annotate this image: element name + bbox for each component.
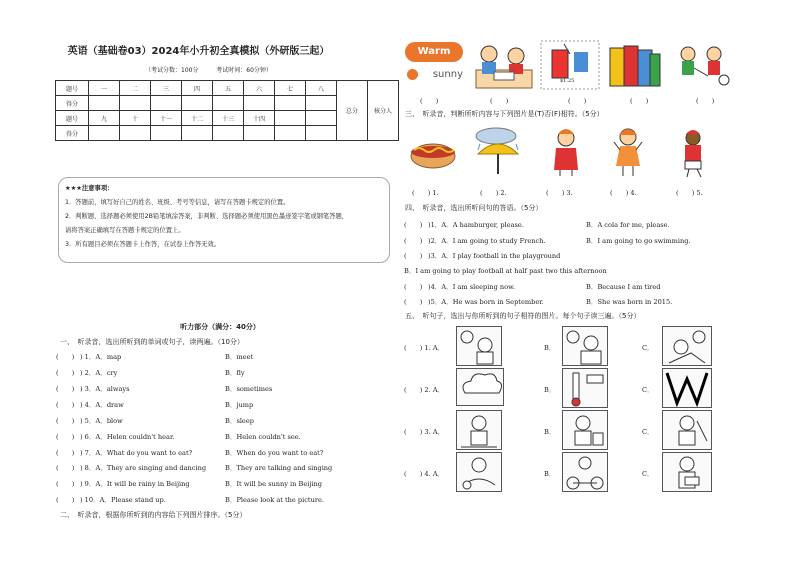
answer-blank[interactable]: ( )	[404, 221, 423, 229]
choice-c-label: C．	[642, 386, 654, 394]
option-b: B．Helen couldn't see.	[225, 433, 301, 441]
notice-box	[58, 177, 390, 263]
notice-heading: ★★★注意事项：	[65, 185, 114, 192]
blank-cell[interactable]	[120, 126, 151, 141]
score-table	[55, 80, 399, 141]
picture-option-b[interactable]	[562, 410, 608, 450]
section-5-heading: 五、 听句子，选出与你所听到的句子相符的图片。每个句子读三遍。（5分）	[405, 312, 641, 320]
picture-option-a[interactable]	[456, 452, 502, 492]
warm-badge: Warm	[405, 42, 463, 62]
answer-blank[interactable]: ( )	[56, 401, 75, 409]
blank-cell[interactable]	[306, 96, 337, 111]
exam-time-info: 考试时间：60分钟）	[216, 67, 272, 74]
total-cell: 总分	[337, 81, 368, 141]
picture-option-b[interactable]	[562, 368, 608, 408]
answer-blank[interactable]: ( )	[696, 97, 715, 105]
cell: 四	[182, 81, 213, 96]
picture-option-b[interactable]	[562, 326, 608, 366]
picture-option-c[interactable]	[662, 410, 712, 450]
tf-blank[interactable]: ( ) 3.	[546, 189, 573, 197]
blank-cell	[306, 126, 337, 141]
option-a: )3．A．I play football in the playground	[428, 252, 561, 260]
choice-b-label: B．	[544, 470, 556, 478]
cell: 十	[120, 111, 151, 126]
umbrella-rain-image	[470, 124, 526, 180]
option-b: B．sleep	[225, 417, 254, 425]
sunny-label: sunny	[432, 69, 463, 80]
answer-blank[interactable]: ( )	[404, 298, 423, 306]
cell: 得分	[56, 96, 89, 111]
blank-cell[interactable]	[89, 126, 120, 141]
tf-blank[interactable]: ( ) 4.	[610, 189, 637, 197]
option-a: ) 1．A．map	[80, 353, 122, 361]
blank-cell[interactable]	[244, 126, 275, 141]
choice-label[interactable]: ( ) 2. A．	[404, 386, 445, 394]
section-1-heading: 一、 听录音，选出所听到的单词或句子，读两遍。（10分）	[60, 338, 244, 346]
picture-option-c[interactable]	[662, 452, 712, 492]
choice-c-label: C．	[642, 344, 654, 352]
answer-blank[interactable]: ( )	[56, 353, 75, 361]
option-a: ) 10．A．Please stand up.	[80, 496, 166, 504]
exam-info	[145, 65, 272, 74]
cell: 十四	[244, 111, 275, 126]
option-a: ) 7．A．What do you want to eat?	[80, 449, 193, 457]
choice-label[interactable]: ( ) 4. A．	[404, 470, 445, 478]
choice-b-label: B．	[544, 344, 556, 352]
notice-item: 1．答题前，填写好自己的姓名、班级、考号等信息，请写在答题卡规定的位置。	[65, 199, 290, 206]
option-a: )2．A．I am going to study French.	[428, 237, 546, 245]
option-b: B．I am going to go swimming.	[586, 237, 691, 245]
answer-blank[interactable]: ( )	[630, 97, 649, 105]
choice-c-label: C．	[642, 470, 654, 478]
option-a: ) 6．A．Helen couldn't hear.	[80, 433, 175, 441]
answer-blank[interactable]: ( )	[56, 496, 75, 504]
section-3-heading: 三、 听录音，判断所听内容与下列图片是(T)否(F)相符。（5分）	[405, 110, 604, 118]
books-image	[606, 42, 662, 90]
answer-blank[interactable]: ( )	[420, 97, 439, 105]
answer-blank[interactable]: ( )	[56, 369, 75, 377]
option-b: B．She was born in 2015.	[586, 298, 673, 306]
option-b: B．sometimes	[225, 385, 273, 393]
blank-cell[interactable]	[89, 96, 120, 111]
answer-blank[interactable]: ( )	[404, 283, 423, 291]
cell: 九	[89, 111, 120, 126]
option-b: B．They are talking and singing	[225, 464, 333, 472]
blank-cell[interactable]	[151, 96, 182, 111]
drink-price-image	[540, 40, 600, 90]
section-4-heading: 四、 听录音，选出所听问句的答语。（5分）	[405, 204, 543, 212]
cell: 六	[244, 81, 275, 96]
blank-cell[interactable]	[151, 126, 182, 141]
picture-option-c[interactable]	[662, 326, 712, 366]
option-a: ) 2．A．cry	[80, 369, 118, 377]
cell: 八	[306, 81, 337, 96]
blank-cell	[275, 126, 306, 141]
section-2-heading: 二、 听录音，根据你所听到的内容给下列图片排序。（5分）	[60, 511, 247, 519]
page-title: 英语（基础卷03）2024年小升初全真模拟（外研版三起）	[67, 46, 330, 57]
option-a: )4．A．I am sleeping now.	[428, 283, 516, 291]
hotdog-image	[408, 128, 458, 178]
option-a: ) 4．A．draw	[80, 401, 124, 409]
cell: 五	[213, 81, 244, 96]
notice-item: 3．所有题目必须在答题卡上作答，在试卷上作答无效。	[65, 241, 221, 248]
checker-cell: 核分人	[368, 81, 399, 141]
cell: 十二	[182, 111, 213, 126]
blank-cell[interactable]	[120, 96, 151, 111]
cell: 得分	[56, 126, 89, 141]
crying-girl-image	[548, 126, 584, 178]
tf-blank[interactable]: ( ) 5.	[676, 189, 703, 197]
answer-blank[interactable]: ( )	[404, 237, 423, 245]
cell: 十三	[213, 111, 244, 126]
blank-cell	[306, 111, 337, 126]
cell: 二	[120, 81, 151, 96]
price-tag: $1.25	[560, 78, 575, 84]
option-b: B．Because I am tired	[586, 283, 661, 291]
listening-title: 听力部分（满分：40分）	[180, 323, 260, 331]
answer-blank[interactable]: ( )	[56, 417, 75, 425]
choice-label[interactable]: ( ) 3. A．	[404, 428, 445, 436]
answer-blank[interactable]: ( )	[490, 97, 509, 105]
picture-option-a[interactable]	[456, 368, 504, 406]
cell: 题号	[56, 111, 89, 126]
picture-option-c[interactable]	[662, 368, 712, 408]
cell: 七	[275, 81, 306, 96]
kids-playing-image	[670, 40, 732, 90]
blank-cell[interactable]	[275, 96, 306, 111]
cell: 三	[151, 81, 182, 96]
notice-item: 请将答案正确填写在答题卡规定的位置上。	[65, 227, 185, 234]
choice-label[interactable]: ( ) 1. A．	[404, 344, 445, 352]
blank-cell[interactable]	[213, 126, 244, 141]
notice-item: 2．判断题、选择题必须使用2B铅笔填涂答案，非判断、选择题必须使用黑色墨迹签字笔或钢笔答题，	[65, 213, 349, 220]
option-a: ) 8．A．They are singing and dancing	[80, 464, 207, 472]
cell: 题号	[56, 81, 89, 96]
answer-blank[interactable]: ( )	[56, 464, 75, 472]
blank-cell[interactable]	[182, 126, 213, 141]
picture-option-b[interactable]	[562, 452, 608, 492]
answer-blank[interactable]: ( )	[56, 449, 75, 457]
choice-c-label: C．	[642, 428, 654, 436]
picture-option-a[interactable]	[456, 410, 502, 450]
blank-cell[interactable]	[244, 96, 275, 111]
answer-blank[interactable]: ( )	[56, 433, 75, 441]
blank-cell	[275, 111, 306, 126]
answer-blank[interactable]: ( )	[404, 252, 423, 260]
answer-blank[interactable]: ( )	[568, 97, 587, 105]
answer-blank[interactable]: ( )	[56, 385, 75, 393]
boy-sports-image	[675, 128, 711, 178]
option-b: B．Please look at the picture.	[225, 496, 324, 504]
option-a: ) 9．A．It will be rainy in Beijing	[80, 480, 190, 488]
tf-blank[interactable]: ( ) 2.	[480, 189, 507, 197]
option-b: B．A cola for me, please.	[586, 221, 670, 229]
option-b: B．fly	[225, 369, 245, 377]
option-a: ) 5．A．blow	[80, 417, 123, 425]
section-5-grid	[404, 322, 744, 492]
option-b-wrapped: B．I am going to play football at half past two this afternoon	[404, 267, 607, 275]
cell: 一	[89, 81, 120, 96]
answer-blank[interactable]: ( )	[56, 480, 75, 488]
cell: 十一	[151, 111, 182, 126]
exam-score-info: （考试分数：100分	[145, 67, 199, 74]
option-b: B．When do you want to eat?	[225, 449, 324, 457]
tf-blank[interactable]: ( ) 1.	[412, 189, 439, 197]
option-b: B．meet	[225, 353, 254, 361]
choice-b-label: B．	[544, 428, 556, 436]
blank-cell[interactable]	[213, 96, 244, 111]
option-a: )1．A．A hamburger, please.	[428, 221, 524, 229]
blank-cell[interactable]	[182, 96, 213, 111]
option-b: B．jump	[225, 401, 254, 409]
score-header-row-1	[56, 81, 399, 96]
choice-b-label: B．	[544, 386, 556, 394]
sunny-badge	[405, 66, 463, 84]
option-a: )5．A．He was born in September.	[428, 298, 544, 306]
kids-reading-image	[474, 40, 534, 90]
option-a: ) 3．A．always	[80, 385, 130, 393]
sun-icon	[407, 69, 418, 80]
happy-girl-image	[610, 126, 646, 178]
option-b: B．It will be sunny in Beijing	[225, 480, 322, 488]
picture-option-a[interactable]	[456, 326, 502, 366]
